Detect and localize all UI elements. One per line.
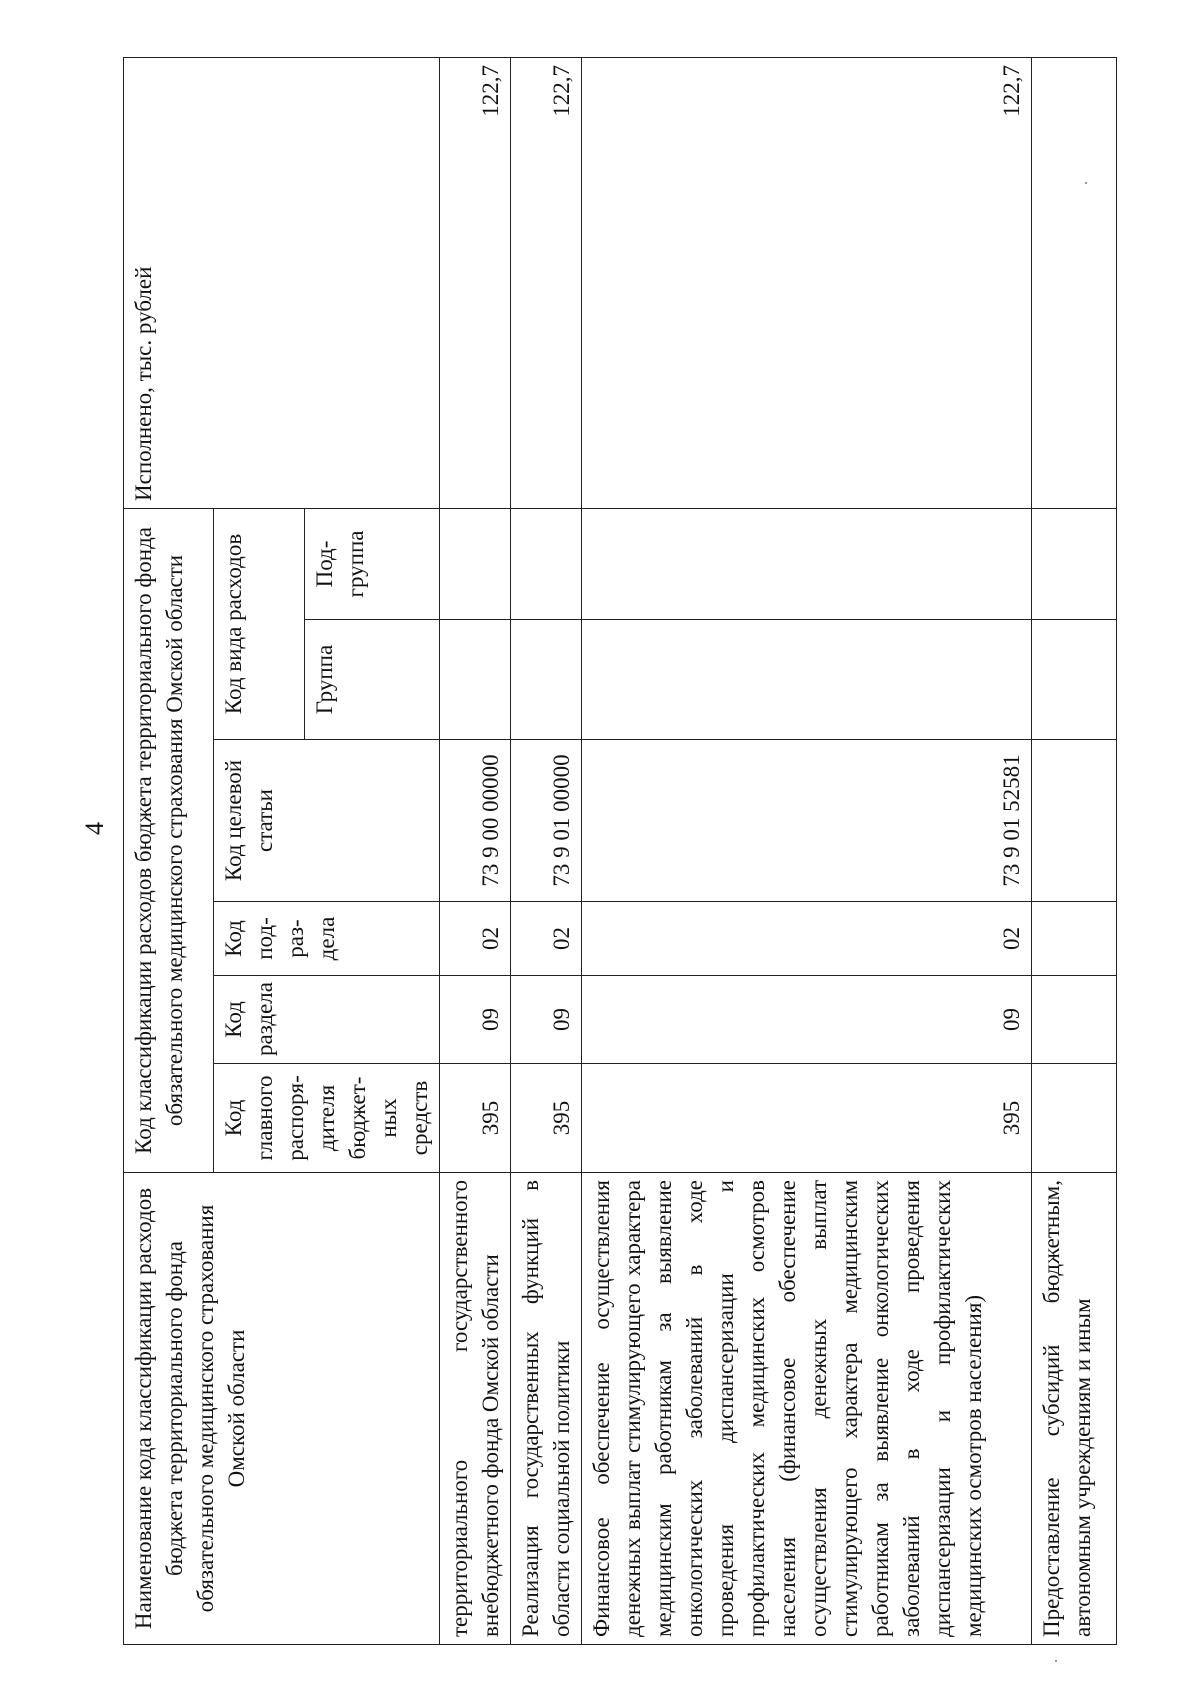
row-gruppa [511, 620, 582, 740]
row-razdel: 09 [440, 976, 511, 1064]
row-podgruppa [511, 508, 582, 619]
table-row [511, 57, 582, 1644]
row-executed: 122,7 [582, 57, 1032, 508]
row-podgruppa [440, 508, 511, 619]
row-podrazdel [1032, 902, 1117, 976]
row-executed [1032, 57, 1117, 508]
header-executed: Исполнено, тыс. рублей [124, 57, 440, 508]
header-razdel: Код раздела [214, 976, 440, 1064]
row-grbs: 395 [440, 1064, 511, 1173]
header-celevaya: Код целевой статьи [214, 740, 440, 902]
header-podrazdel: Код под-раз-дела [214, 902, 440, 976]
table-row [1032, 57, 1117, 1644]
header-row-1 [124, 57, 214, 1644]
row-name: Финансовое обеспечение осуществления денежных выплат стимулирующего характера медицинским работникам за выявление онкологических заболеваний в ходе проведения диспансеризации и профилактических медицинских осмотров населения (финансовое обеспечение осуществления денежных выплат стимулирующего характера медицинским работникам за выявление онкологических заболеваний в ходе проведения диспансеризации и профилактических медицинских осмотров населения) [582, 1173, 1032, 1645]
header-gruppa: Группа [304, 620, 439, 740]
row-executed: 122,7 [440, 57, 511, 508]
row-podgruppa [1032, 508, 1117, 619]
table-row [582, 57, 1032, 1644]
row-celevaya [1032, 740, 1117, 902]
row-podrazdel: 02 [582, 902, 1032, 976]
row-executed: 122,7 [511, 57, 582, 508]
row-celevaya: 73 9 01 52581 [582, 740, 1032, 902]
table-row [440, 57, 511, 1644]
row-grbs [1032, 1064, 1117, 1173]
row-podrazdel: 02 [511, 902, 582, 976]
page-number: 4 [80, 822, 109, 835]
scan-speck [1085, 182, 1087, 184]
row-podrazdel: 02 [440, 902, 511, 976]
row-name: Предоставление субсидий бюджетным, автономным учреждениям и иным [1032, 1173, 1117, 1645]
row-razdel: 09 [511, 976, 582, 1064]
row-gruppa [440, 620, 511, 740]
row-podgruppa [582, 508, 1032, 619]
header-podgruppa: Под-группа [304, 508, 439, 619]
header-vid-rashodov: Код вида расходов [214, 508, 305, 739]
row-grbs: 395 [511, 1064, 582, 1173]
header-name: Наименование кода классификации расходов бюджета территориального фонда обязательного медицинского страхования Омской области [124, 1173, 440, 1645]
row-name: территориального государственного внебюджетного фонда Омской области [440, 1173, 511, 1645]
row-grbs: 395 [582, 1064, 1032, 1173]
row-razdel [1032, 976, 1117, 1064]
header-grbs: Код главного распоря-дителя бюджет-ных средств [214, 1064, 440, 1173]
row-celevaya: 73 9 00 00000 [440, 740, 511, 902]
row-razdel: 09 [582, 976, 1032, 1064]
row-gruppa [582, 620, 1032, 740]
row-gruppa [1032, 620, 1117, 740]
row-celevaya: 73 9 01 00000 [511, 740, 582, 902]
scan-speck [1055, 1660, 1057, 1662]
budget-table [123, 57, 1117, 1645]
row-name: Реализация государственных функций в области социальной политики [511, 1173, 582, 1645]
header-code-group: Код классификации расходов бюджета территориального фонда обязательного медицинского страхования Омской области [124, 508, 214, 1172]
rotated-budget-table [123, 58, 1133, 1645]
